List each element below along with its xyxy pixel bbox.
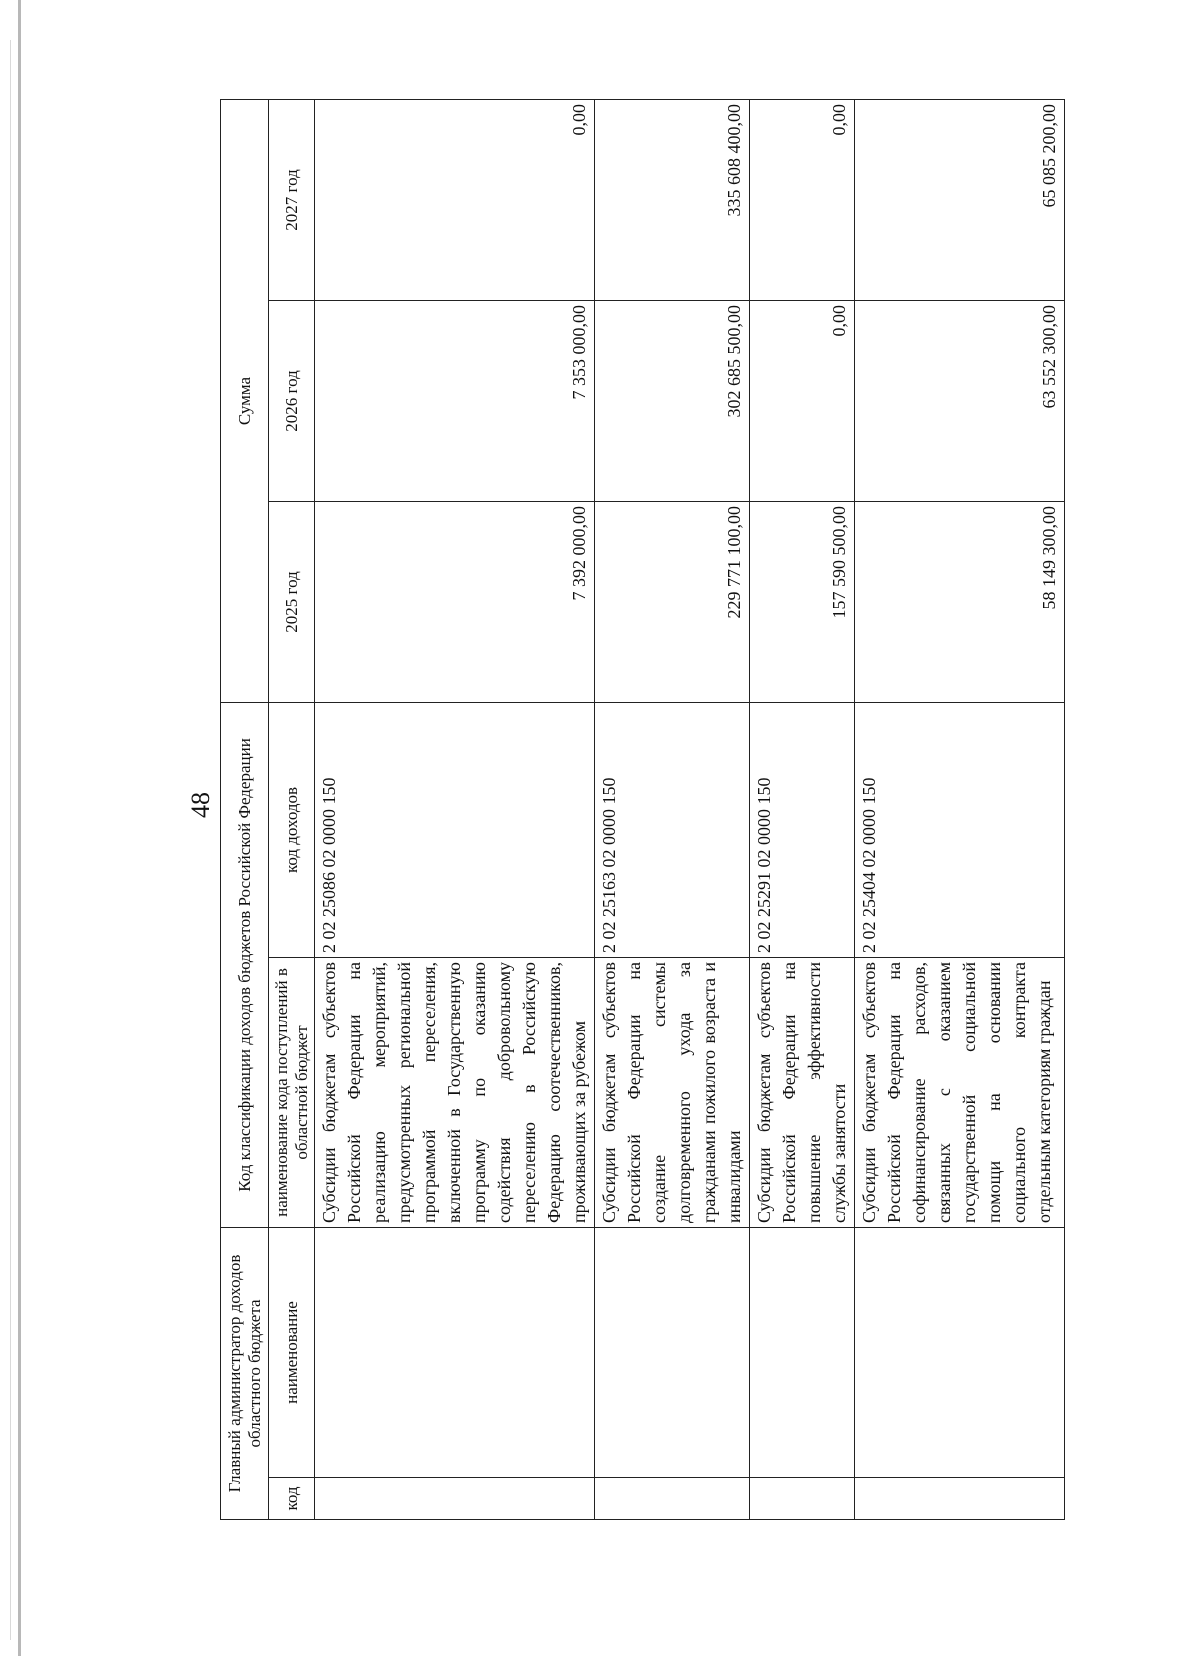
header-income-name: наименование кода поступлений в областной бюджет: [269, 958, 315, 1228]
row-income-name: Субсидии бюджетам субъектов Российской Федерации на повышение эффективности службы занятости: [750, 958, 855, 1228]
row-2027: 65 085 200,00: [855, 99, 1065, 300]
income-table: [220, 99, 1065, 1520]
header-sum-group: Сумма: [221, 99, 269, 702]
row-2027: 0,00: [750, 99, 855, 300]
row-code: [750, 1478, 855, 1520]
row-2027: 335 608 400,00: [595, 99, 750, 300]
row-2026: 302 685 500,00: [595, 300, 750, 501]
row-income-name: Субсидии бюджетам субъектов Российской Федерации на софинансирование расходов, связанных с оказанием государственной социальной помощи на основании социального контракта отдельным категориям граждан: [855, 958, 1065, 1228]
rotated-table-container: [220, 100, 1058, 1520]
row-2025: 7 392 000,00: [315, 501, 595, 702]
row-code: [315, 1478, 595, 1520]
header-kbk-group: Код классификации доходов бюджетов Российской Федерации: [221, 702, 269, 1227]
scan-edge: [18, 0, 21, 1656]
header-2026: 2026 год: [269, 300, 315, 501]
row-2026: 63 552 300,00: [855, 300, 1065, 501]
row-name: [855, 1228, 1065, 1478]
row-2026: 0,00: [750, 300, 855, 501]
header-2025: 2025 год: [269, 501, 315, 702]
row-income-code: 2 02 25291 02 0000 150: [750, 702, 855, 957]
row-income-code: 2 02 25404 02 0000 150: [855, 702, 1065, 957]
table-row: [750, 99, 855, 1519]
row-2025: 157 590 500,00: [750, 501, 855, 702]
scan-edge-secondary: [10, 40, 11, 1640]
table-row: [315, 99, 595, 1519]
row-income-name: Субсидии бюджетам субъектов Российской Федерации на создание системы долговременного ухода за гражданами пожилого возраста и инвалидами: [595, 958, 750, 1228]
row-2025: 58 149 300,00: [855, 501, 1065, 702]
header-2027: 2027 год: [269, 99, 315, 300]
row-2025: 229 771 100,00: [595, 501, 750, 702]
row-2026: 7 353 000,00: [315, 300, 595, 501]
row-code: [595, 1478, 750, 1520]
table-row: [855, 99, 1065, 1519]
row-name: [595, 1228, 750, 1478]
header-code: код: [269, 1478, 315, 1520]
header-admin-group: Главный администратор доходов областного бюджета: [221, 1228, 269, 1520]
header-income-code: код доходов: [269, 702, 315, 957]
row-name: [315, 1228, 595, 1478]
header-name: наименование: [269, 1228, 315, 1478]
row-income-code: 2 02 25086 02 0000 150: [315, 702, 595, 957]
row-income-code: 2 02 25163 02 0000 150: [595, 702, 750, 957]
row-income-name: Субсидии бюджетам субъектов Российской Федерации на реализацию мероприятий, предусмотренных региональной программой переселения, включенной в Государственную программу по оказанию содействия добровольному переселению в Российскую Федерацию соотечественников, проживающих за рубежом: [315, 958, 595, 1228]
row-code: [855, 1478, 1065, 1520]
row-name: [750, 1228, 855, 1478]
table-row: [595, 99, 750, 1519]
row-2027: 0,00: [315, 99, 595, 300]
page-number: 48: [186, 792, 215, 818]
